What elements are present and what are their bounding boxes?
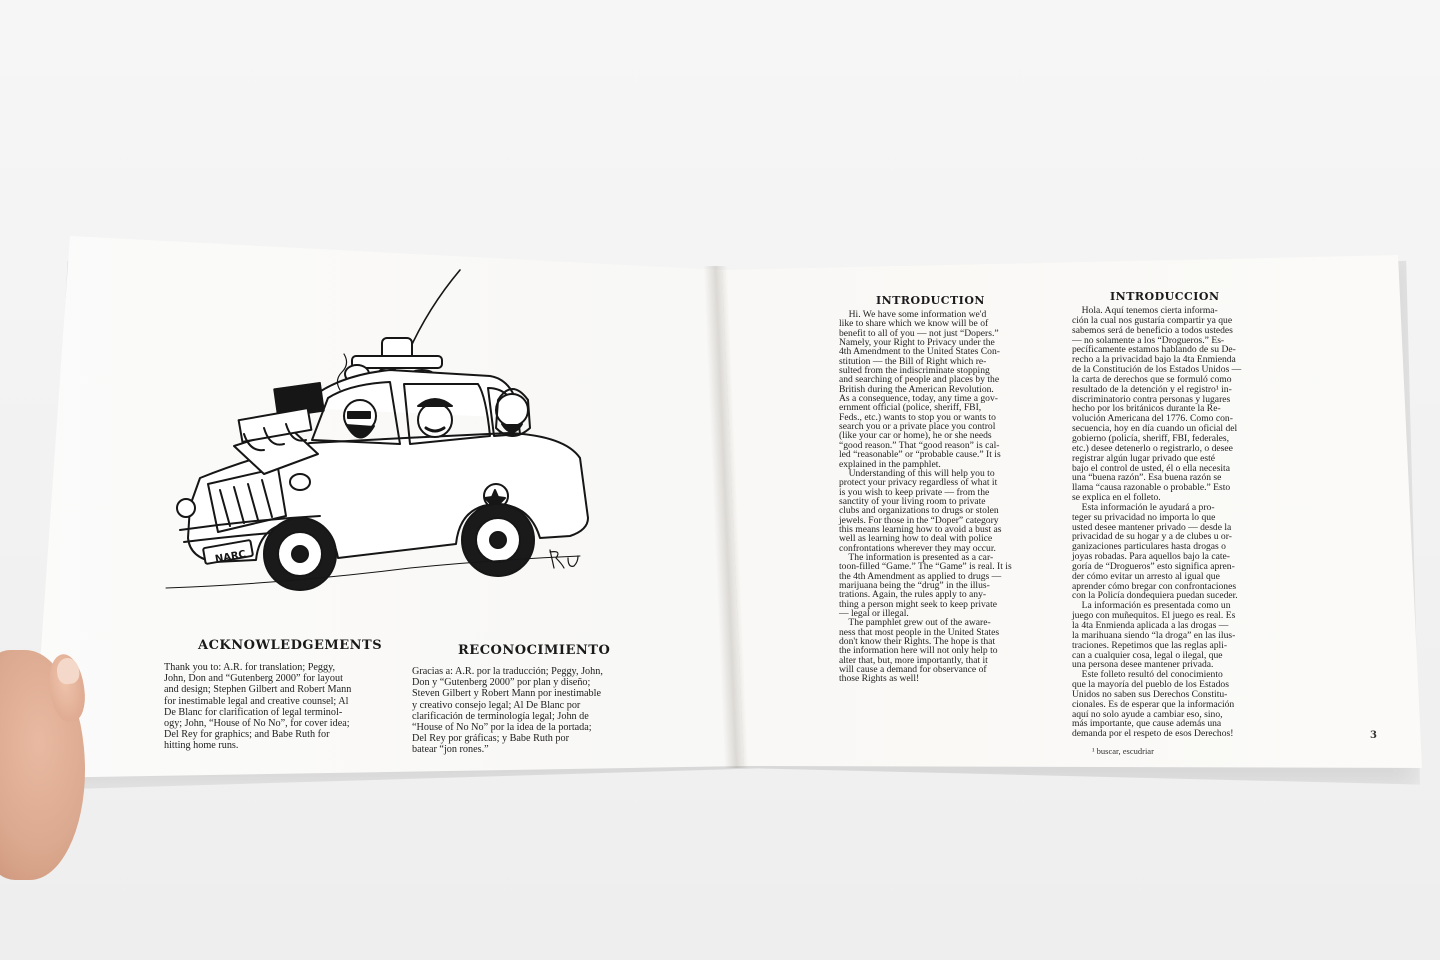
introduction-heading: INTRODUCTION (876, 294, 985, 307)
footnote: ¹ buscar, escudriar (1092, 746, 1154, 756)
reconocimiento-text: Gracias a: A.R. por la traducción; Peggy, John, Don y “Gutenberg 2000” por plan y diseño; Steven Gilbert y Robert Mann por inestimable y creativo consejo legal; Al De Blanc por clarificación de terminología legal; John de “House of No No” por la idea de la portada; Del Rey por gráficas; y Babe Ruth por batear “jon rones.” (412, 666, 603, 756)
page-number-right: 3 (1370, 730, 1377, 741)
narc-car-cartoon (160, 268, 610, 613)
acknowledgements-heading: ACKNOWLEDGEMENTS (198, 638, 383, 653)
introduccion-heading: INTRODUCCION (1110, 290, 1220, 303)
plate-text: NARC (214, 549, 247, 566)
reconocimiento-heading: RECONOCIMIENTO (458, 643, 611, 658)
acknowledgements-text: Thank you to: A.R. for translation; Peggy, John, Don and “Gutenberg 2000” for layout and design; Stephen Gilbert and Robert Mann for inestimable legal and creative counsel; Al De Blanc for clarification of legal terminol- ogy; John, “House of No No”, for cover idea; Del Rey for graphics; and Babe Ruth for hitting home runs. (164, 662, 352, 752)
introduccion-text: Hola. Aquí tenemos cierta informa- ción la cual nos gustaría compartir ya que sabemos será de beneficio a todos ustedes — no solamente a los “Drogueros.” Es- pecíficamente estamos hablando de su De- recho a la privacidad bajo la 4ta Enmienda de la Constitución de los Estados Unidos — la carta de derechos que se formuló como resultado de la detención y el registro¹ in- discriminatorio contra personas y lugares hecho por los británicos durante la Re- volución Americana del 1776. Como con- secuencia, hoy en día cuando un oficial del gobierno (policía, sheriff, FBI, federales, etc.) desee detenerlo o registrarlo, o desee registrar algún lugar privado que esté bajo el control de usted, él o ella necesita una “buena razón”. Esa buena razón se llama “causa razonable o probable.” Esto se explica en el folleto. Esta información le ayudará a pro- teger su privacidad no importa lo que usted desee mantener privado — desde la privacidad de su hogar y a de clubes u or- ganizaciones particulares hasta drogas o joyas robadas. Para aquellos bajo la cate- goría de “Drogueros” esto significa apren- der cómo evitar un arresto al igual que aprender cómo bregar con confrontaciones con la Policía dondequiera puedan suceder. La información es presentada como un juego con muñequitos. El juego es real. Es la 4ta Enmienda aplicada a las drogas — la marihuana siendo “la droga” en las ilus- traciones. Repetimos que las reglas apli- can a cualquier cosa, legal o ilegal, que una persona desee mantener privada. Este folleto resultó del conocimiento que la mayoría del pueblo de los Estados Unidos no saben sus Derechos Constitu- cionales. Es de esperar que la información aquí no solo ayude a cambiar eso, sino, más importante, que cause además una demanda por el respeto de esos Derechos! (1072, 305, 1242, 740)
introduction-text: Hi. We have some information we'd like to share which we know will be of benefit to all of you — not just “Dopers.” Namely, your Right to Privacy under the 4th Amendment to the United States Con- stitution — the Bill of Right which re- sulted from the indiscriminate stopping and searching of people and places by the British during the American Revolution. As a consequence, today, any time a gov- ernment official (police, sheriff, FBI, Feds., etc.) wants to stop you or wants to search you or a private place you control (like your car or home), he or she needs “good reason.” That “good reason” is cal- led “reasonable” or “probable cause.” It is explained in the pamphlet. Understanding of this will help you to protect your privacy regardless of what it is you wish to keep private — from the sanctity of your living room to private clubs and organizations to drugs or stolen jewels. For those in the “Doper” category this means learning how to avoid a bust as well as learning how to deal with police confrontations wherever they may occur. The information is presented as a car- toon-filled “Game.” The “Game” is real. It is the 4th Amendment as applied to drugs — marijuana being the “drug” in the illus- trations. Again, the rules apply to any- thing a person might seek to keep private — legal or illegal. The pamphlet grew out of the aware- ness that most people in the United States don't know their Rights. The hope is that the information here will not only help to alter that, but, more importantly, that it will cause a demand for observance of those Rights as well! (839, 309, 1012, 685)
